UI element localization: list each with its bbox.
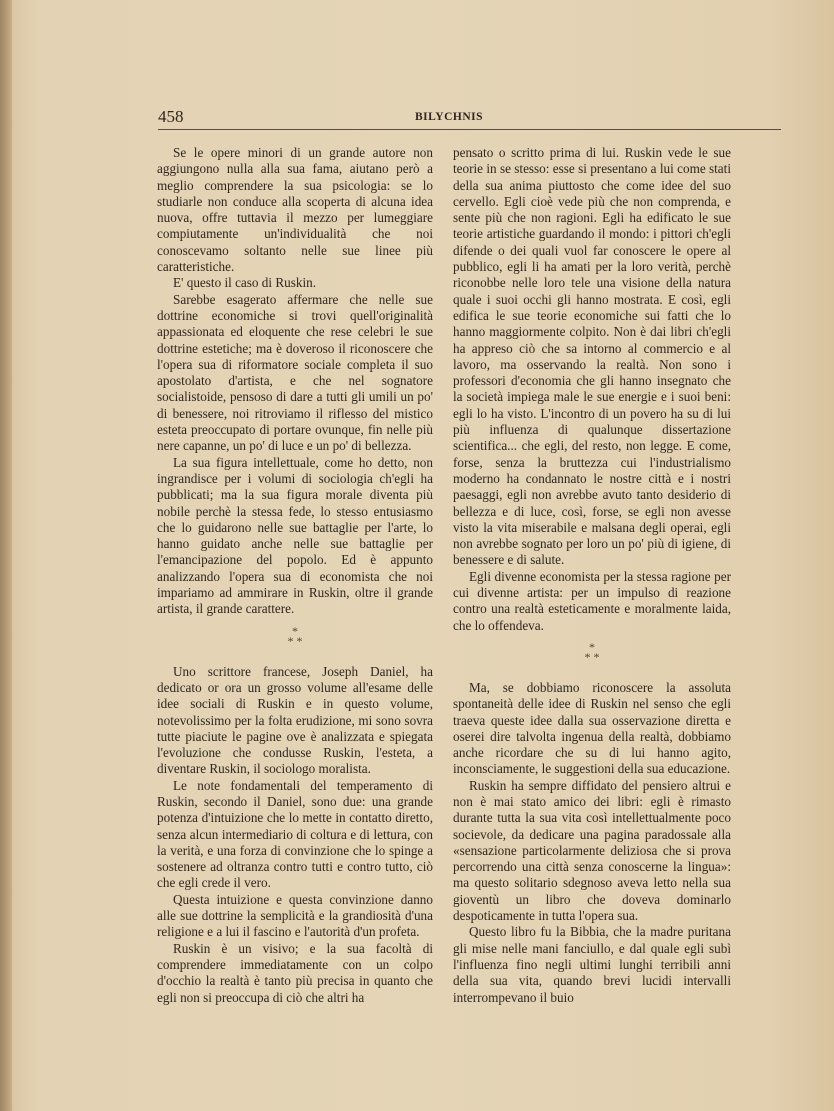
paragraph: Ruskin ha sempre diffidato del pensiero altrui e non è mai stato amico dei libri: egli è rimasto durante tutta la sua vita così intellettualmente poco socievole, da dedicare una pagina paradossale alla «sensazione particolarmente deliziosa che si prova percorrendo una città senza conoscerne la lingua»: ma questo solitario sdegnoso aveva letto nella sua gioventù un libro che doveva dominarlo despoticamente in tutta l'opera sua. — [453, 777, 731, 924]
paragraph: Uno scrittore francese, Joseph Daniel, ha dedicato or ora un grosso volume all'esame delle idee sociali di Ruskin e in questo volume, notevolissimo per la folta erudizione, mi sono sovra tutte piaciute le pagine ove è analizzata e spiegata l'evoluzione che condusse Ruskin, l'esteta, a diventare Ruskin, il sociologo moralista. — [157, 663, 433, 777]
section-separator — [453, 639, 731, 664]
paragraph: E' questo il caso di Ruskin. — [173, 275, 317, 291]
separator-stars: * * — [584, 649, 600, 664]
right-column — [453, 145, 731, 1006]
journal-title: BILYCHNIS — [415, 111, 483, 123]
paragraph: Ma, se dobbiamo riconoscere la assoluta spontaneità delle idee di Ruskin nel senso che egli traeva queste idee dalla sua osservazione diretta e oserei dire talvolta ingenua della realtà, dobbiamo anche ricordare che su di lui hanno agito, inconsciamente, le suggestioni della sua educazione. — [453, 679, 731, 777]
separator-star: * — [589, 639, 595, 654]
paragraph: pensato o scritto prima di lui. Ruskin vede le sue teorie in se stesso: esse si presentano a lui come stati della sua anima piuttosto che come idee del suo cervello. Egli cioè vede più che non comprenda, e sente più che non ragioni. Egli ha edificato le sue teorie artistiche guardando il mondo: i pittori ch'egli difende o dei quali vuol far conoscere le opere al pubblico, egli li ha amati per la loro verità, perchè riconobbe nelle loro tele una visione della natura quale i suoi occhi gli hanno mostrata. E così, egli edifica le sue teorie economiche sui fatti che lo hanno maggiormente colpito. Non è dai libri ch'egli ha appreso ciò che sa intorno al commercio e al lavoro, ma osservando la realtà. Non sono i professori d'economia che gli hanno insegnato che la società impiega male le sue energie e i suoi beni: egli lo ha visto. L'incontro di un povero ha su di lui più influenza di qualunque dissertazione scientifica... che egli, del resto, non legge. E come, forse, senza la bruttezza cui l'industrialismo moderno ha condannato le nostre città e i nostri paesaggi, egli non avrebbe avuto tanto desiderio di bellezza e di luce, così, forse, se egli non avesse visto la vita miserabile e malsana degli operai, egli non avrebbe sognato per loro un po' più di igiene, di benessere e di salute. — [453, 145, 731, 568]
paragraph: Questa intuizione e questa convinzione danno alle sue dottrine la semplicità e la grandiosità d'una religione e a lui il fascino e l'autorità d'un profeta. — [157, 891, 433, 940]
section-separator — [157, 623, 433, 648]
page-binding-edge — [0, 0, 12, 1111]
paragraph: Se le opere minori di un grande autore non aggiungono nulla alla sua fama, aiutano però a meglio comprendere la sua psicologia: se lo studiarle non conduce alla scoperta di alcuna idea nuova, offre tuttavia il mezzo per lumeggiare compiutamente un'individualità che noi conoscevamo soltanto nelle sue linee più caratteristiche. — [157, 145, 433, 275]
separator-stars: * * — [287, 633, 303, 648]
paragraph: Questo libro fu la Bibbia, che la madre puritana gli mise nelle mani fanciullo, e dal quale egli subì l'influenza fino negli ultimi lunghi terribili anni della sua vita, quando brevi lucidi intervalli interrompevano il buio — [453, 924, 731, 1005]
page-number: 458 — [158, 107, 184, 126]
paragraph: La sua figura intellettuale, come ho detto, non ingrandisce per i volumi di sociologia ch'egli ha pubblicati; ma la sua figura morale diventa più nobile perchè la stessa fede, lo stesso entusiasmo che lo guidarono nelle sue battaglie per l'arte, lo hanno guidato anche nelle sue battaglie per l'emancipazione del popolo. Ed è appunto analizzando l'opera sua di economista che noi impariamo ad ammirare in Ruskin, oltre il grande artista, il grande carattere. — [157, 454, 433, 617]
paragraph: Ruskin è un visivo; e la sua facoltà di comprendere immediatamente con un colpo d'occhio la realtà è tanto più precisa in quanto che egli non si preoccupa di ciò che altri ha — [157, 940, 433, 1005]
paragraph: Le note fondamentali del temperamento di Ruskin, secondo il Daniel, sono due: una grande potenza d'intuizione che lo mette in contatto diretto, senza alcun intermediario di coltura e di lettura, con la verità, e una forza di convinzione che lo spinge a sostenere ad oltranza contro tutti e contro tutto, ciò che egli crede il vero. — [157, 777, 433, 891]
paragraph: Egli divenne economista per la stessa ragione per cui divenne artista: per un impulso di reazione contro una realtà esteticamente e moralmente laida, che lo offendeva. — [453, 568, 731, 633]
running-header — [158, 107, 781, 130]
paragraph: Sarebbe esagerato affermare che nelle sue dottrine economiche si trovi quell'originalità appassionata ed eloquente che rese celebri le sue dottrine estetiche; ma è doveroso il riconoscere che l'opera sua di riformatore sociale completa il suo apostolato d'artista, e che nel sognatore socialistoide, pensoso di dare a tutti gli umili un po' di benessere, noi ritroviamo il riflesso del mistico esteta preoccupato di portare ovunque, fin nelle più nere capanne, un po' di luce e un po' di bellezza. — [157, 291, 433, 454]
separator-star: * — [292, 623, 298, 638]
left-column — [157, 145, 433, 1006]
